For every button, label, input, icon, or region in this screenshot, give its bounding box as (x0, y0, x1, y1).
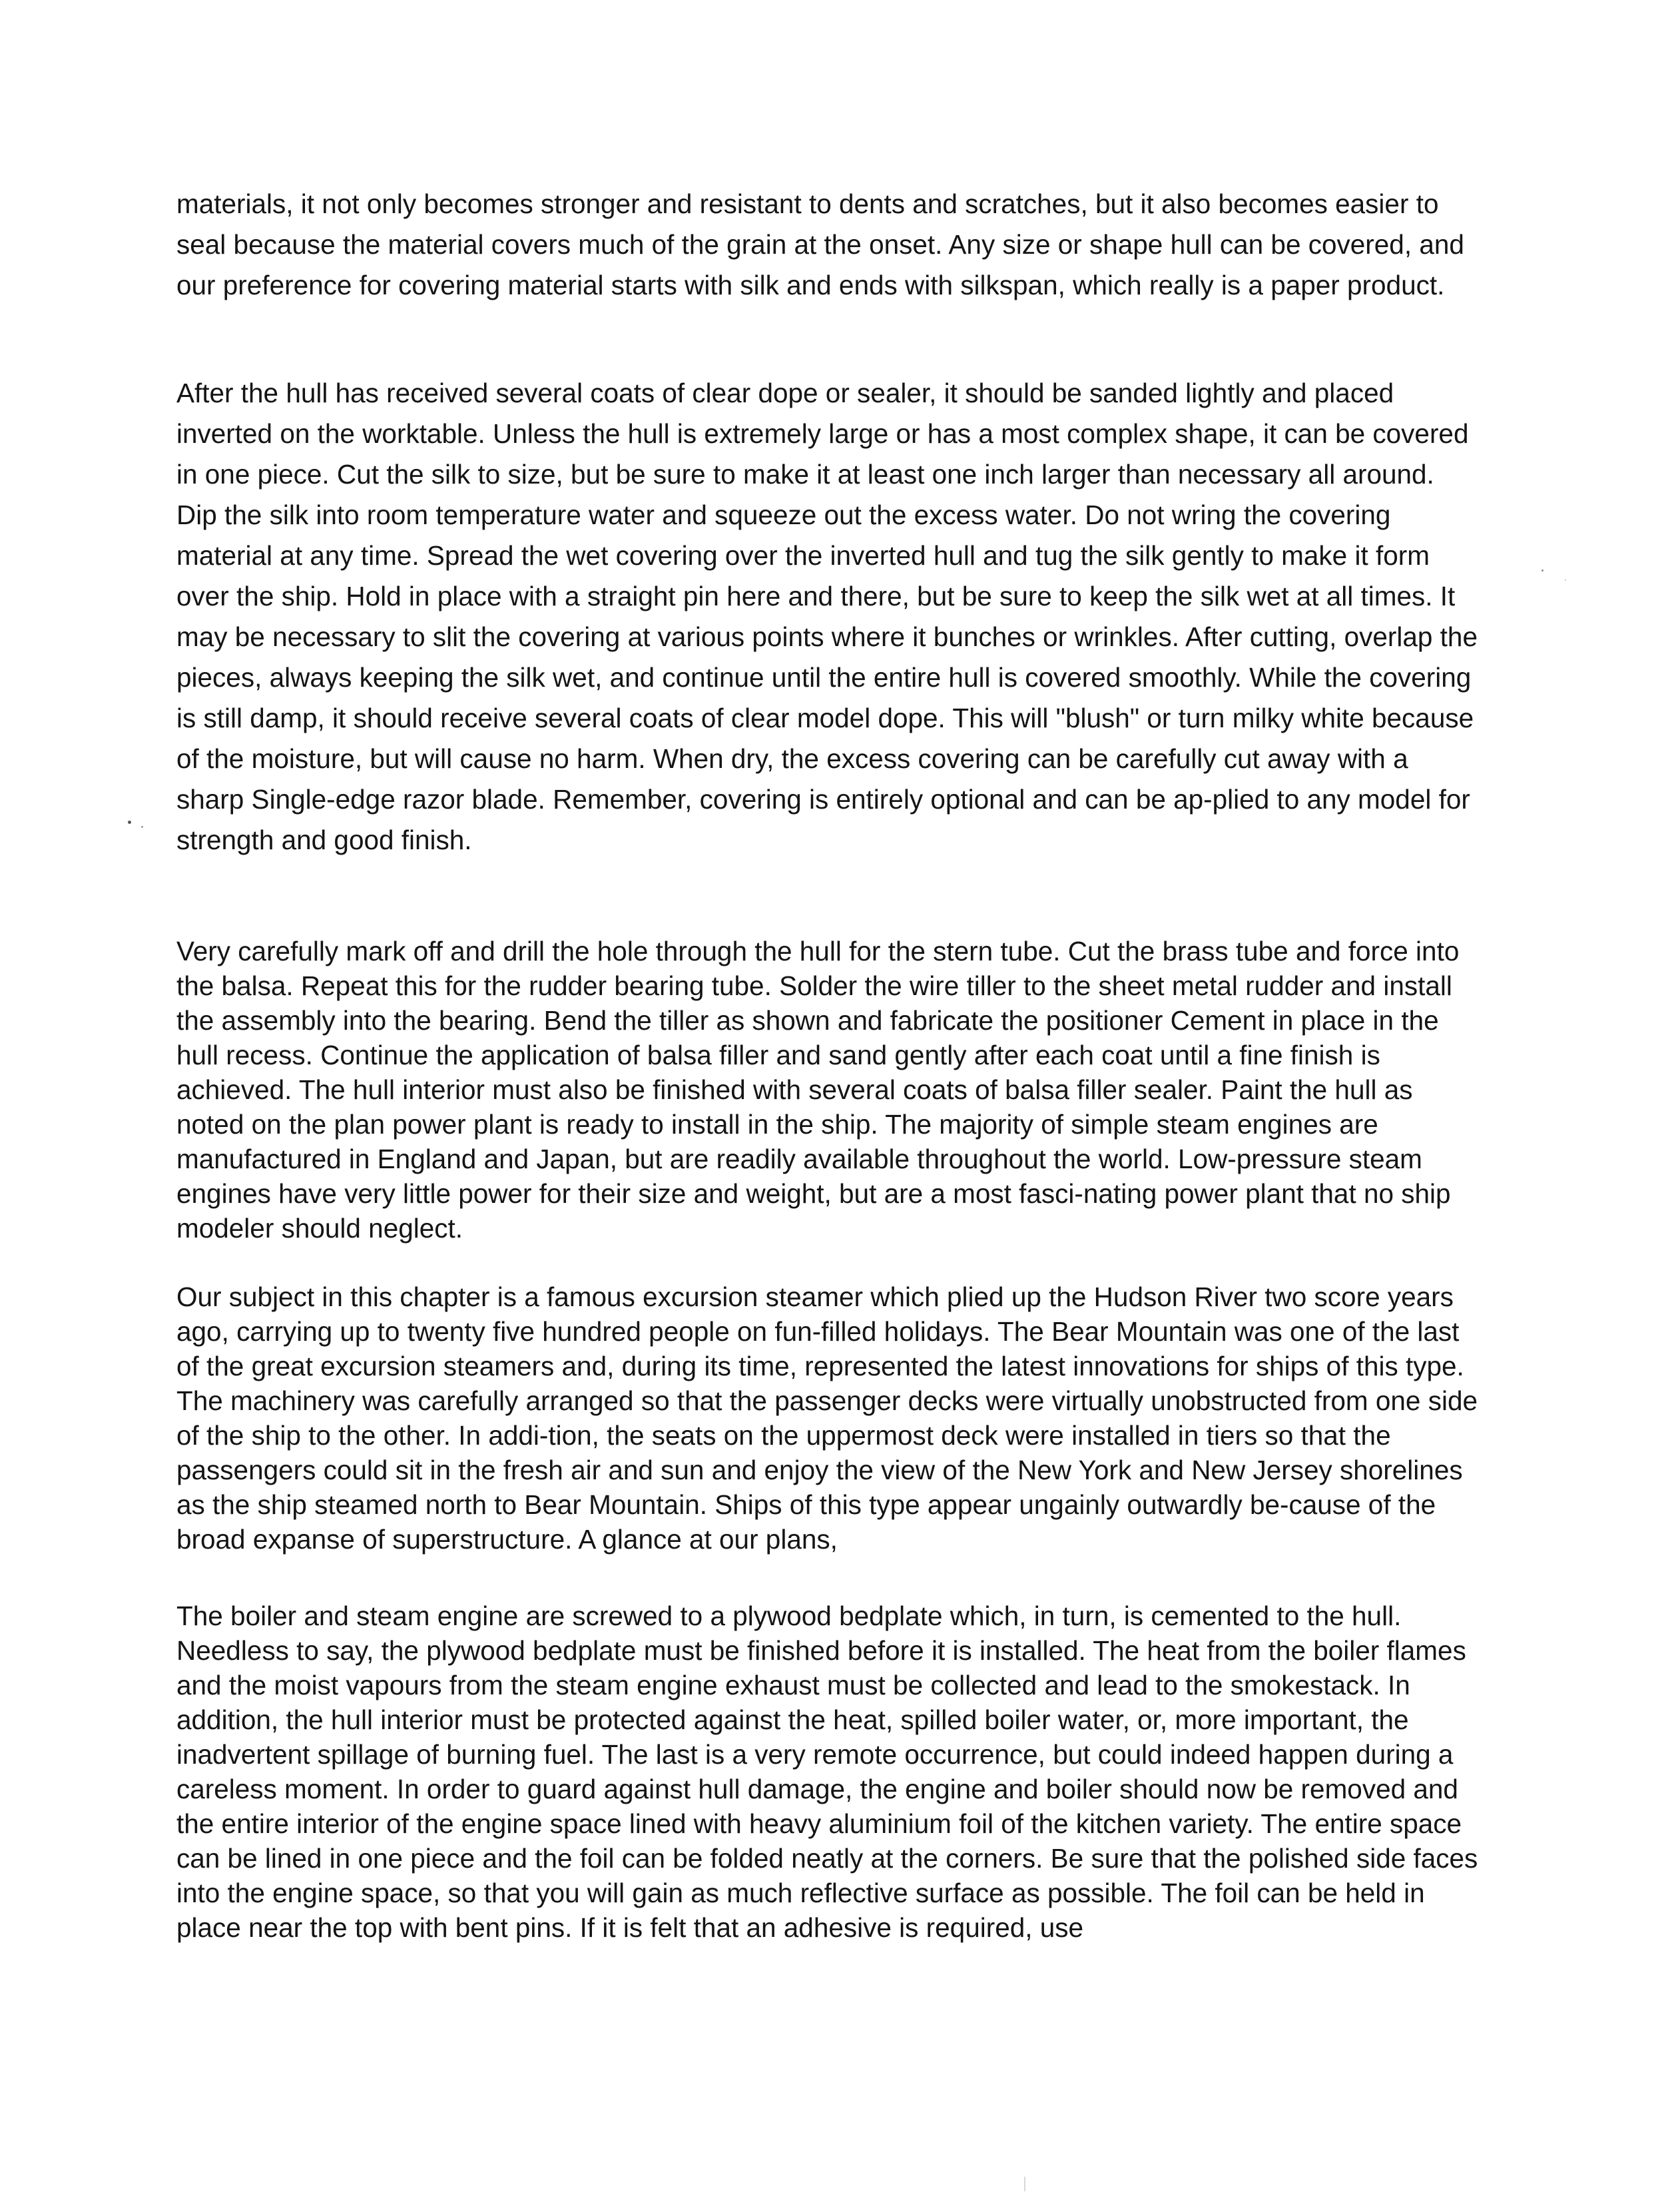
paragraph-silk-covering-method: After the hull has received several coats of clear dope or sealer, it should be sanded lightly and placed inverted on the worktable. Unless the hull is extremely large or has a most complex shape, it can be covered in one piece. Cut the silk to size, but be sure to make it at least one inch larger than necessary all around. Dip the silk into room temperature water and squeeze out the excess water. Do not wring the covering material at any time. Spread the wet covering over the inverted hull and tug the silk gently to make it form over the ship. Hold in place with a straight pin here and there, but be sure to keep the silk wet at all times. It may be necessary to slit the covering at various points where it bunches or wrinkles. After cutting, overlap the pieces, always keeping the silk wet, and continue until the entire hull is covered smoothly. While the covering is still damp, it should receive several coats of clear model dope. This will "blush" or turn milky white because of the moisture, but will cause no harm. When dry, the excess covering can be carefully cut away with a sharp Single-edge razor blade. Remember, covering is entirely optional and can be ap-plied to any model for strength and good finish. (176, 378, 1478, 855)
scan-speck (1565, 579, 1566, 581)
paragraph-stern-tube-and-rudder: Very carefully mark off and drill the hole through the hull for the stern tube. Cut the brass tube and force into the balsa. Repeat this for the rudder bearing tube. Solder the wire tiller to the sheet metal rudder and install the assembly into the bearing. Bend the tiller as shown and fabricate the positioner Cement in place in the hull recess. Continue the application of balsa filler and sand gently after each coat until a fine finish is achieved. The hull interior must also be finished with several coats of balsa filler sealer. Paint the hull as noted on the plan power plant is ready to install in the ship. The majority of simple steam engines are manufactured in England and Japan, but are readily available throughout the world. Low-pressure steam engines have very little power for their size and weight, but are a most fasci-nating power plant that no ship modeler should neglect. (176, 936, 1460, 1244)
paragraph-boiler-and-engine-installation: The boiler and steam engine are screwed to a plywood bedplate which, in turn, is cemented to the hull. Needless to say, the plywood bedplate must be finished before it is installed. The heat from the boiler flames and the moist vapours from the steam engine exhaust must be collected and lead to the smokestack. In addition, the hull interior must be protected against the heat, spilled boiler water, or, more important, the inadvertent spillage of burning fuel. The last is a very remote occurrence, but could indeed happen during a careless moment. In order to guard against hull damage, the engine and boiler should now be removed and the entire interior of the engine space lined with heavy aluminium foil of the kitchen variety. The entire space can be lined in one piece and the foil can be folded neatly at the corners. Be sure that the polished side faces into the engine space, so that you will gain as much reflective surface as possible. The foil can be held in place near the top with bent pins. If it is felt that an adhesive is required, use (176, 1601, 1478, 1943)
scan-speck (141, 826, 143, 828)
scan-speck (1541, 569, 1543, 571)
scan-speck (128, 821, 131, 824)
paragraph-bear-mountain-steamer: Our subject in this chapter is a famous excursion steamer which plied up the Hudson River two score years ago, carrying up to twenty five hundred people on fun-filled holidays. The Bear Mountain was one of the last of the great excursion steamers and, during its time, represented the latest innovations for ships of this type. The machinery was carefully arranged so that the passenger decks were virtually unobstructed from one side of the ship to the other. In addi-tion, the seats on the uppermost deck were installed in tiers so that the passengers could sit in the fresh air and sun and enjoy the view of the New York and New Jersey shorelines as the ship steamed north to Bear Mountain. Ships of this type appear ungainly outwardly be-cause of the broad expanse of superstructure. A glance at our plans, (176, 1282, 1478, 1555)
paragraph-covering-materials: materials, it not only becomes stronger and resistant to dents and scratches, but it also becomes easier to seal because the material covers much of the grain at the onset. Any size or shape hull can be covered, and our preference for covering material starts with silk and ends with silkspan, which really is a paper product. (176, 188, 1464, 300)
scan-mark (1024, 2177, 1025, 2191)
